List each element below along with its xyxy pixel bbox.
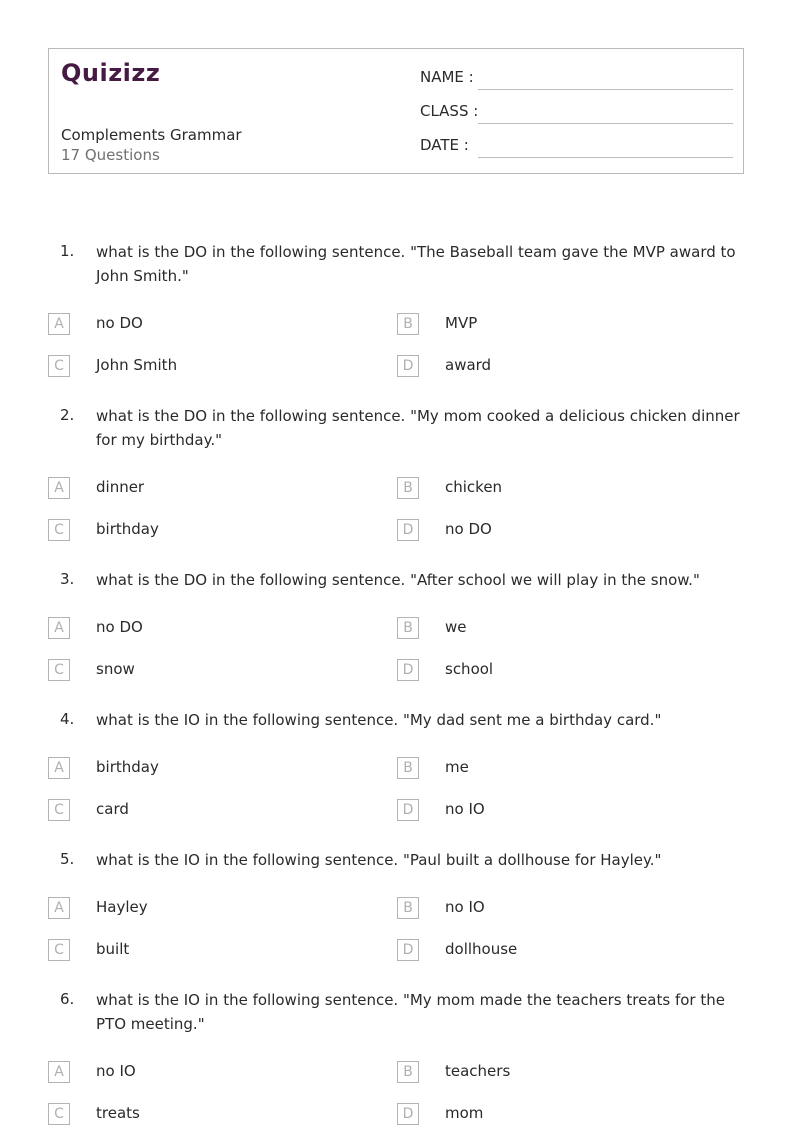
option-letter: B bbox=[397, 757, 419, 779]
option-text: Hayley bbox=[96, 898, 148, 916]
option-text: no DO bbox=[96, 618, 143, 636]
worksheet-title: Complements Grammar bbox=[61, 126, 242, 144]
name-line bbox=[478, 89, 733, 90]
date-line bbox=[478, 157, 733, 158]
option-letter: B bbox=[397, 1061, 419, 1083]
option-letter: D bbox=[397, 519, 419, 541]
option-letter: D bbox=[397, 1103, 419, 1125]
question-number: 3. bbox=[60, 570, 75, 588]
option-text: no IO bbox=[445, 898, 485, 916]
option-letter: C bbox=[48, 799, 70, 821]
option-text: no IO bbox=[96, 1062, 136, 1080]
option-text: we bbox=[445, 618, 467, 636]
option-text: snow bbox=[96, 660, 135, 678]
date-label: DATE : bbox=[420, 136, 469, 154]
option-text: chicken bbox=[445, 478, 503, 496]
option-text: school bbox=[445, 660, 494, 678]
option-text: birthday bbox=[96, 758, 159, 776]
option-text: John Smith bbox=[96, 356, 178, 374]
option-text: no IO bbox=[445, 800, 485, 818]
option-letter: C bbox=[48, 519, 70, 541]
question-count: 17 Questions bbox=[61, 146, 160, 164]
option-letter: A bbox=[48, 757, 70, 779]
class-label: CLASS : bbox=[420, 102, 479, 120]
option-letter: A bbox=[48, 1061, 70, 1083]
option-letter: B bbox=[397, 897, 419, 919]
option-text: built bbox=[96, 940, 130, 958]
option-text: mom bbox=[445, 1104, 484, 1122]
option-text: treats bbox=[96, 1104, 140, 1122]
option-text: birthday bbox=[96, 520, 159, 538]
quizizz-logo: Quizizz bbox=[61, 59, 161, 87]
option-text: dollhouse bbox=[445, 940, 518, 958]
option-letter: D bbox=[397, 939, 419, 961]
option-text: award bbox=[445, 356, 492, 374]
question-text: what is the DO in the following sentence. "My mom cooked a delicious chicken dinner for my birthday." bbox=[96, 407, 740, 449]
name-label: NAME : bbox=[420, 68, 474, 86]
option-text: no DO bbox=[445, 520, 492, 538]
question-text: what is the IO in the following sentence. "My dad sent me a birthday card." bbox=[96, 711, 662, 729]
option-letter: B bbox=[397, 477, 419, 499]
option-letter: D bbox=[397, 799, 419, 821]
option-letter: A bbox=[48, 897, 70, 919]
option-letter: C bbox=[48, 355, 70, 377]
option-letter: A bbox=[48, 617, 70, 639]
option-letter: C bbox=[48, 1103, 70, 1125]
option-letter: C bbox=[48, 939, 70, 961]
option-letter: D bbox=[397, 355, 419, 377]
option-text: MVP bbox=[445, 314, 478, 332]
option-text: card bbox=[96, 800, 129, 818]
question-number: 2. bbox=[60, 406, 75, 424]
option-letter: D bbox=[397, 659, 419, 681]
option-letter: A bbox=[48, 477, 70, 499]
option-text: no DO bbox=[96, 314, 143, 332]
question-number: 4. bbox=[60, 710, 75, 728]
option-text: teachers bbox=[445, 1062, 511, 1080]
option-letter: A bbox=[48, 313, 70, 335]
question-text: what is the DO in the following sentence. "The Baseball team gave the MVP award to John Smith." bbox=[96, 243, 736, 285]
option-letter: B bbox=[397, 313, 419, 335]
question-number: 6. bbox=[60, 990, 75, 1008]
option-text: dinner bbox=[96, 478, 145, 496]
question-text: what is the DO in the following sentence. "After school we will play in the snow." bbox=[96, 571, 700, 589]
option-letter: C bbox=[48, 659, 70, 681]
option-text: me bbox=[445, 758, 469, 776]
class-line bbox=[478, 123, 733, 124]
question-number: 1. bbox=[60, 242, 75, 260]
question-text: what is the IO in the following sentence. "Paul built a dollhouse for Hayley." bbox=[96, 851, 662, 869]
option-letter: B bbox=[397, 617, 419, 639]
question-number: 5. bbox=[60, 850, 75, 868]
worksheet-header bbox=[48, 48, 744, 174]
question-text: what is the IO in the following sentence. "My mom made the teachers treats for the PTO meeting." bbox=[96, 991, 725, 1033]
